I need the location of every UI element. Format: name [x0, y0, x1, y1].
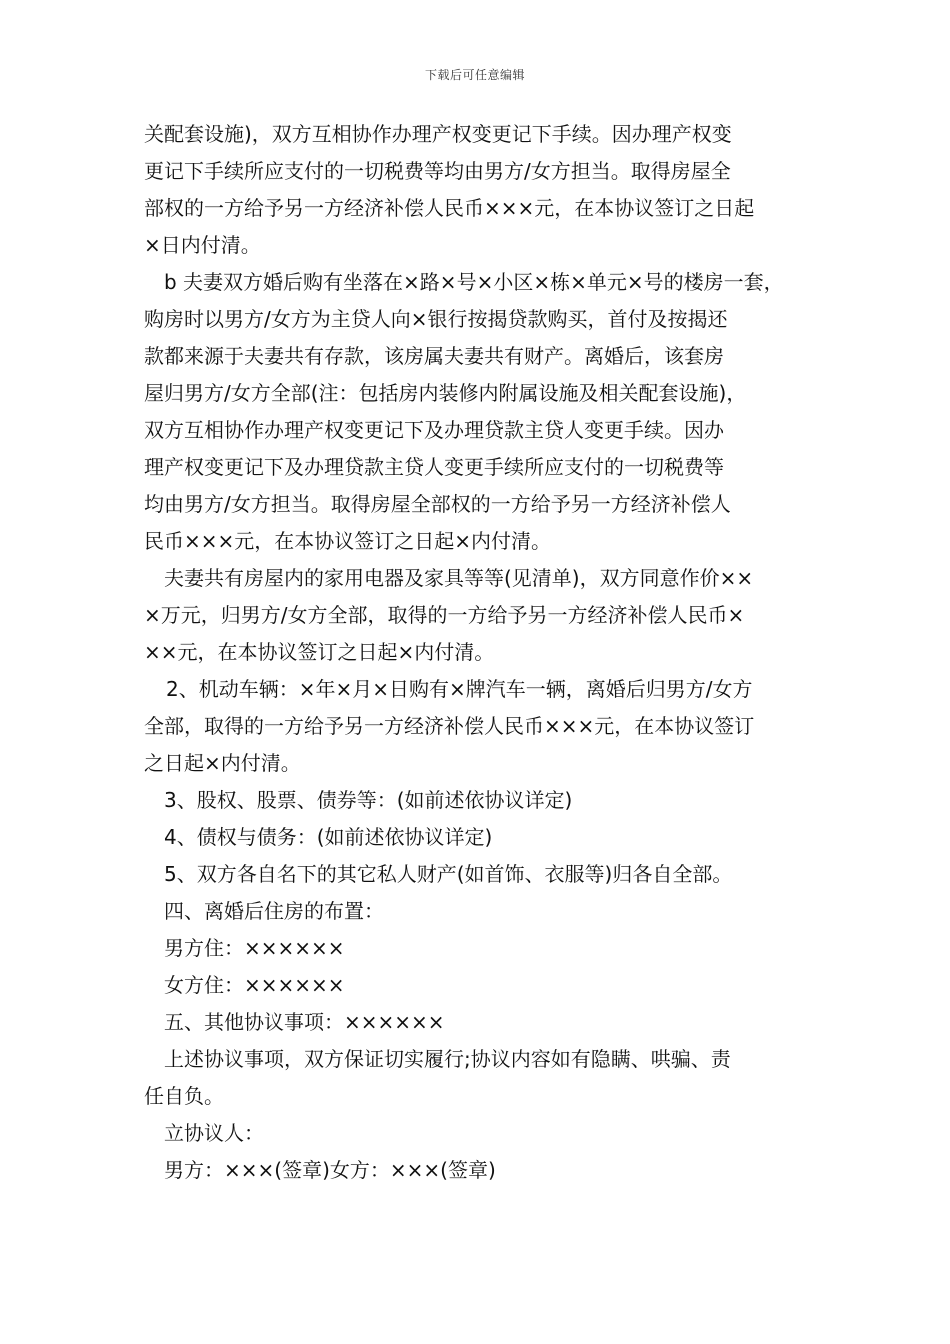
text-line: 款都来源于夫妻共有存款，该房属夫妻共有财产。离婚后，该套房	[144, 344, 724, 368]
text-line: 3、股权、股票、债券等：(如前述依协议详定)	[164, 788, 573, 812]
text-line: 关配套设施)，双方互相协作办理产权变更记下手续。因办理产权变	[144, 122, 732, 146]
text-line: 男方：×××(签章)女方：×××(签章)	[164, 1158, 496, 1182]
paragraph-signatures	[144, 1152, 812, 1189]
text-line: 更记下手续所应支付的一切税费等均由男方/女方担当。取得房屋全	[144, 159, 731, 183]
paragraph-female-residence	[144, 967, 812, 1004]
paragraph-appliances	[144, 560, 812, 671]
text-line: 屋归男方/女方全部(注：包括房内装修内附属设施及相关配套设施)，	[144, 381, 747, 405]
section-heading-housing	[144, 893, 812, 930]
text-line: 之日起×内付清。	[144, 751, 301, 775]
text-line: 2、机动车辆：×年×月×日购有×牌汽车一辆，离婚后归男方/女方	[166, 677, 753, 701]
text-line: ×万元，归男方/女方全部，取得的一方给予另一方经济补偿人民币×	[144, 603, 745, 627]
paragraph-property-transfer	[144, 116, 812, 264]
section-heading-other-matters	[144, 1004, 812, 1041]
text-line: 夫妻共有房屋内的家用电器及家具等等(见清单)，双方同意作价××	[164, 566, 754, 590]
document-body	[144, 116, 812, 1189]
text-line: 上述协议事项，双方保证切实履行;协议内容如有隐瞒、哄骗、责	[164, 1047, 731, 1071]
text-line: 部权的一方给予另一方经济补偿人民币×××元，在本协议签订之日起	[144, 196, 755, 220]
paragraph-signatories-label	[144, 1115, 812, 1152]
text-line: 男方住：××××××	[164, 936, 345, 960]
text-line: ×日内付清。	[144, 233, 261, 257]
text-line: 5、双方各自名下的其它私人财产(如首饰、衣服等)归各自全部。	[164, 862, 733, 886]
paragraph-mortgage-house	[144, 264, 812, 560]
paragraph-vehicle	[144, 671, 812, 782]
text-line: 购房时以男方/女方为主贷人向×银行按揭贷款购买，首付及按揭还	[144, 307, 728, 331]
text-line: 民币×××元，在本协议签订之日起×内付清。	[144, 529, 552, 553]
text-line: 理产权变更记下及办理贷款主贷人变更手续所应支付的一切税费等	[144, 455, 724, 479]
text-line: 立协议人：	[164, 1121, 264, 1145]
text-line: 四、离婚后住房的布置：	[164, 899, 384, 923]
paragraph-stocks	[144, 782, 812, 819]
text-line: b 夫妻双方婚后购有坐落在×路×号×小区×栋×单元×号的楼房一套，	[164, 270, 784, 294]
text-line: 双方互相协作办理产权变更记下及办理贷款主贷人变更手续。因办	[144, 418, 724, 442]
text-line: 任自负。	[144, 1084, 224, 1108]
text-line: ××元，在本协议签订之日起×内付清。	[144, 640, 495, 664]
text-line: 五、其他协议事项：××××××	[164, 1010, 445, 1034]
paragraph-male-residence	[144, 930, 812, 967]
text-line: 4、债权与债务：(如前述依协议详定)	[164, 825, 493, 849]
text-line: 均由男方/女方担当。取得房屋全部权的一方给予另一方经济补偿人	[144, 492, 731, 516]
text-line: 女方住：××××××	[164, 973, 345, 997]
text-line: 全部，取得的一方给予另一方经济补偿人民币×××元，在本协议签订	[144, 714, 755, 738]
paragraph-personal-property	[144, 856, 812, 893]
paragraph-guarantee	[144, 1041, 812, 1115]
page-header: 下载后可任意编辑	[424, 68, 525, 82]
paragraph-debts	[144, 819, 812, 856]
